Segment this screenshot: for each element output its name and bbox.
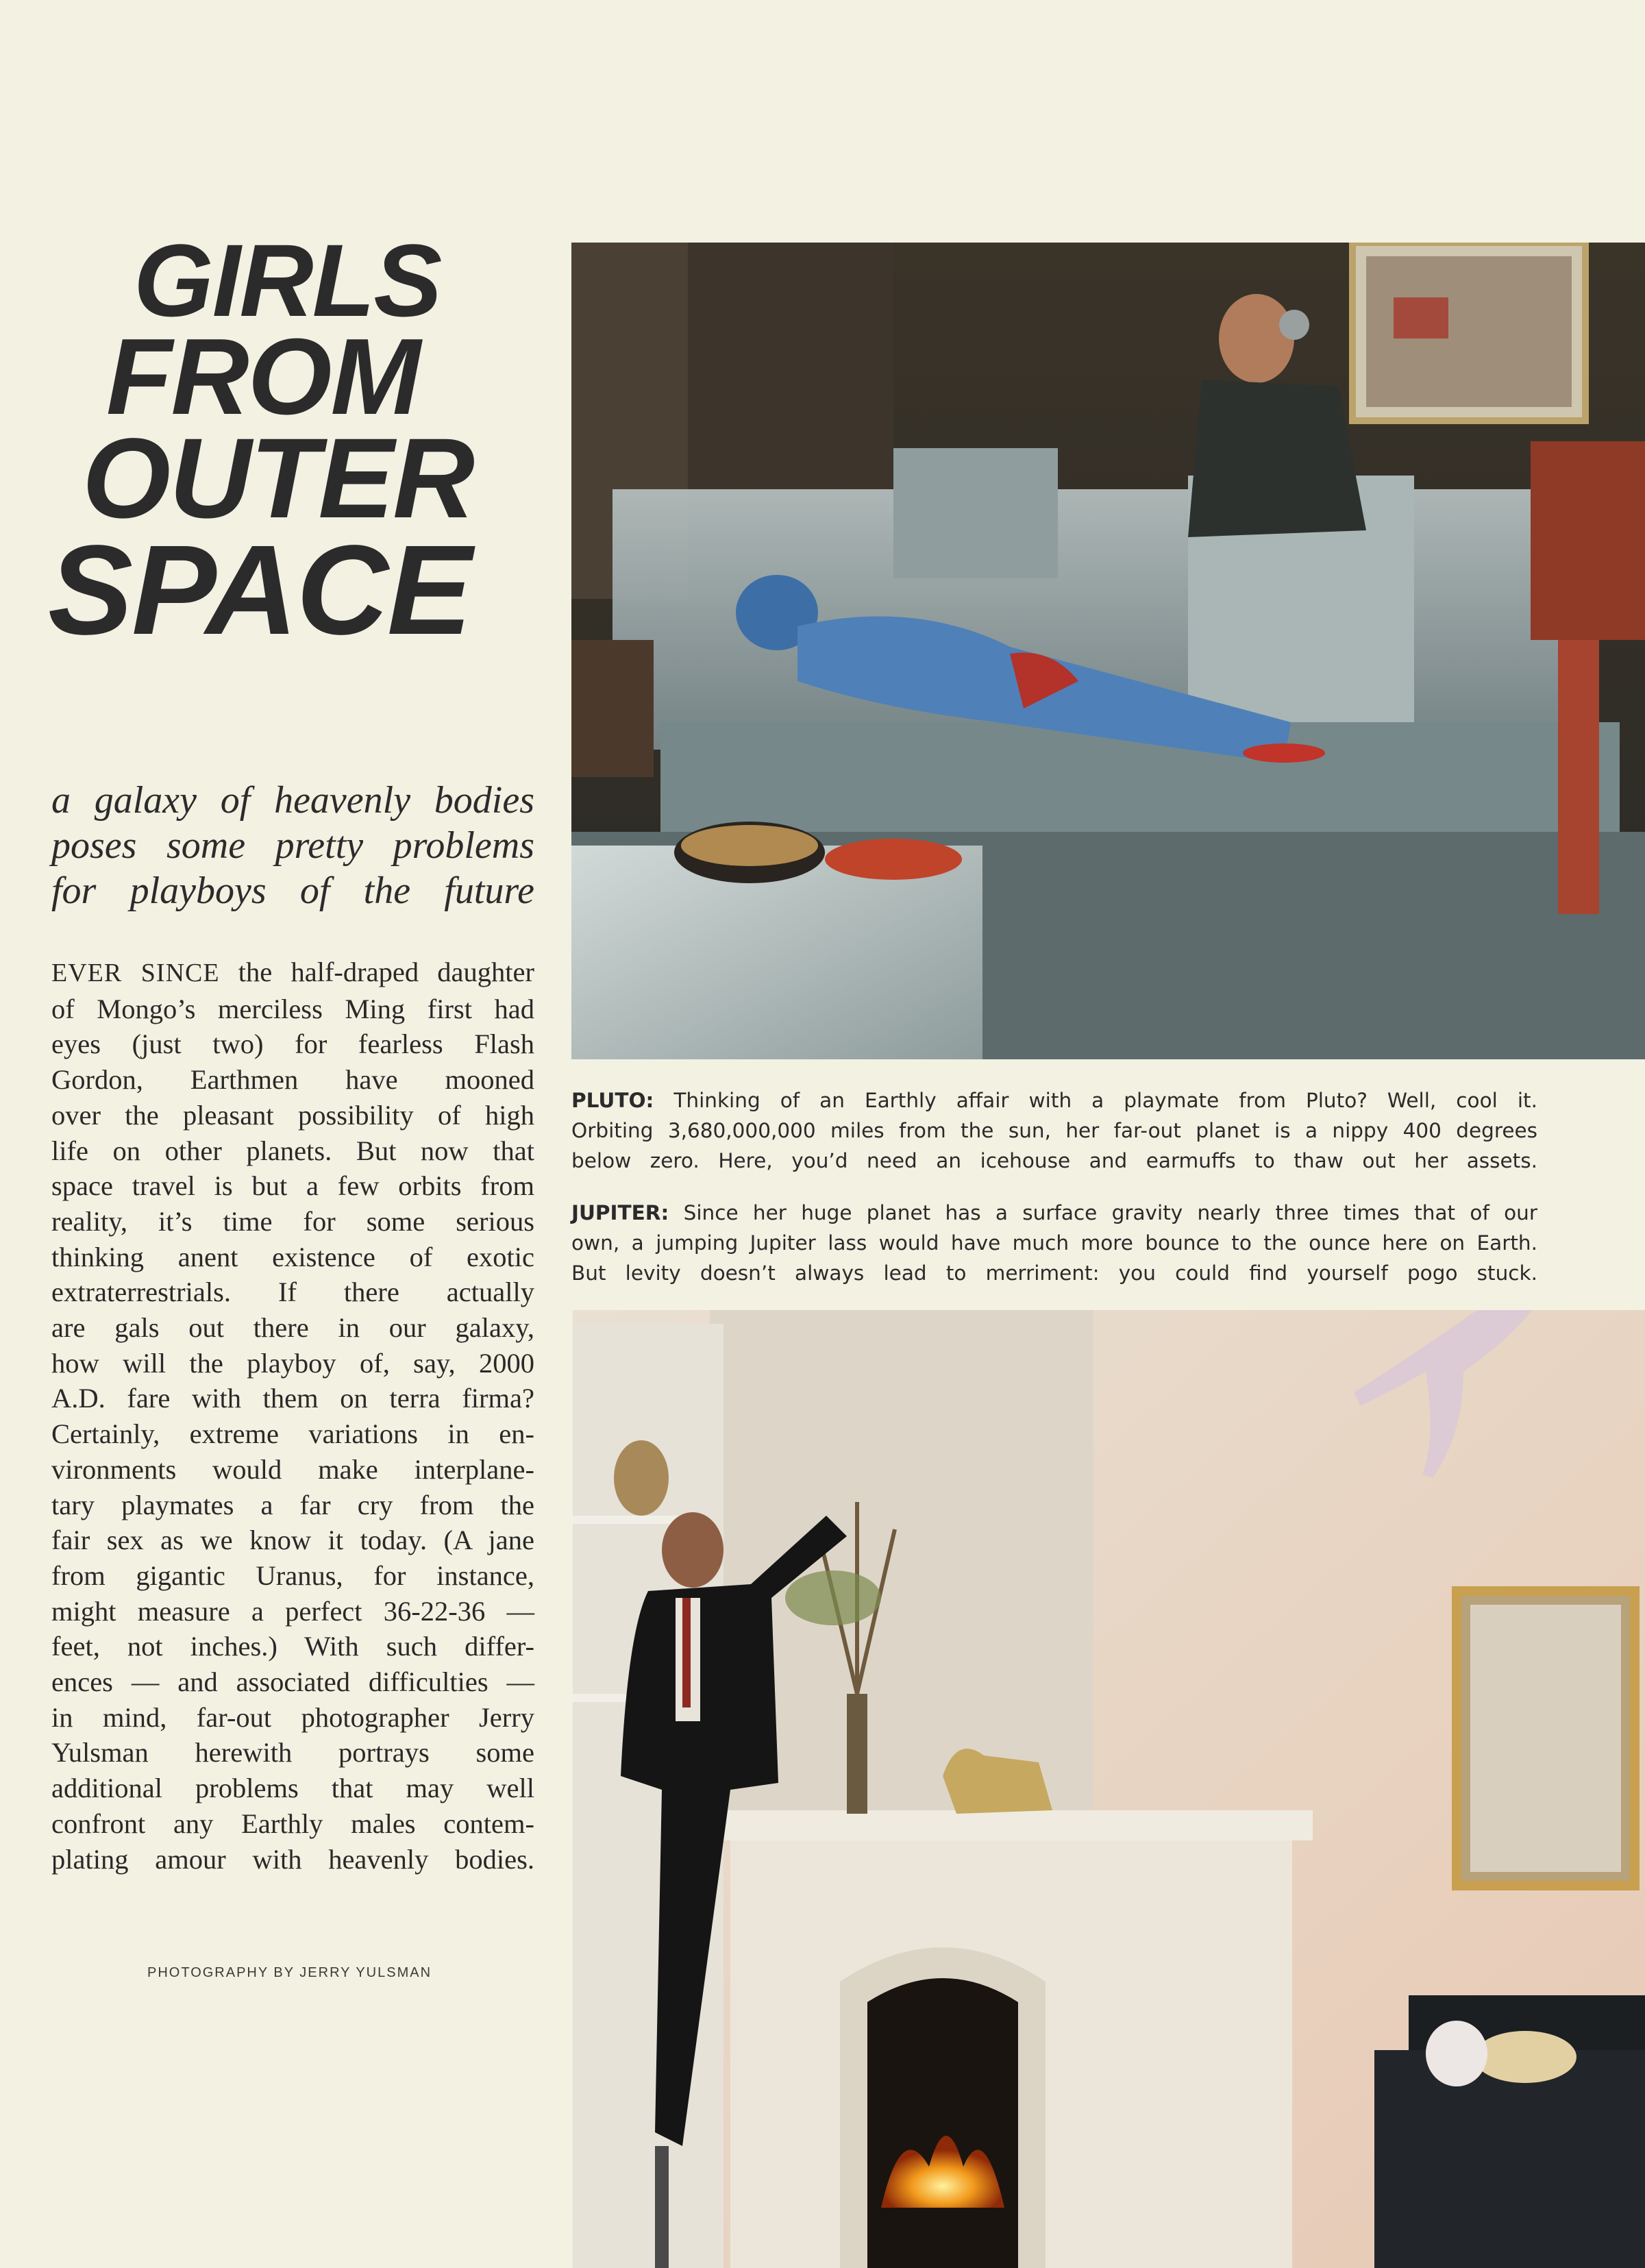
caption-lead: PLUTO: xyxy=(571,1089,654,1112)
pluto-photo xyxy=(571,243,1645,1059)
body-line: ences — and associated difficulties — xyxy=(51,1666,534,1698)
body-line: A.D. fare with them on terra firma? xyxy=(51,1383,534,1414)
caption-line: JUPITER: Since her huge planet has a surface gravity nearly three times that of our xyxy=(571,1201,1537,1224)
lead-in: EVER SINCE xyxy=(51,959,220,987)
body-line: reality, it’s time for some serious xyxy=(51,1205,534,1237)
body-line: of Mongo’s merciless Ming first had xyxy=(51,993,534,1024)
subtitle-line: for playboys of the future xyxy=(51,870,534,912)
jupiter-caption xyxy=(571,1198,1537,1288)
jupiter-photo xyxy=(573,1310,1645,2268)
body-line: might measure a perfect 36-22-36 — xyxy=(51,1595,534,1627)
body-line: are gals out there in our galaxy, xyxy=(51,1312,534,1344)
caption-line: Orbiting 3,680,000,000 miles from the sun, her far-out planet is a nippy 400 degrees xyxy=(571,1119,1537,1142)
body-line: from gigantic Uranus, for instance, xyxy=(51,1560,534,1591)
body-line: tary playmates a far cry from the xyxy=(51,1489,534,1520)
caption-lead: JUPITER: xyxy=(571,1201,669,1224)
subtitle-line: a galaxy of heavenly bodies xyxy=(51,779,534,822)
body-line: in mind, far-out photographer Jerry xyxy=(51,1701,534,1733)
body-line: extraterrestrials. If there actually xyxy=(51,1277,534,1308)
pluto-caption xyxy=(571,1085,1537,1176)
body-line: eyes (just two) for fearless Flash xyxy=(51,1028,534,1060)
photo-credit: PHOTOGRAPHY BY JERRY YULSMAN xyxy=(147,1965,432,1980)
body-line: additional problems that may well xyxy=(51,1773,534,1804)
title-line: FROM xyxy=(106,317,420,437)
body-line: feet, not inches.) With such differ- xyxy=(51,1631,534,1662)
body-line: space travel is but a few orbits from xyxy=(51,1170,534,1202)
jupiter-photo-illustration xyxy=(573,1310,1645,2268)
body-line: thinking anent existence of exotic xyxy=(51,1241,534,1272)
body-line: Yulsman herewith portrays some xyxy=(51,1737,534,1768)
article-title xyxy=(48,223,541,662)
caption-line: own, a jumping Jupiter lass would have much more bounce to the ounce here on Earth. xyxy=(571,1231,1537,1255)
caption-line: But levity doesn’t always lead to merriment: you could find yourself pogo stuck. xyxy=(571,1261,1537,1285)
body-line: Certainly, extreme variations in en- xyxy=(51,1418,534,1450)
title-line: SPACE xyxy=(48,519,471,662)
body-line: Gordon, Earthmen have mooned xyxy=(51,1064,534,1096)
body-line: how will the playboy of, say, 2000 xyxy=(51,1347,534,1379)
body-line: EVER SINCE the half-draped daughter xyxy=(51,957,534,987)
title-line: GIRLS xyxy=(134,223,441,338)
body-line: vironments would make interplane- xyxy=(51,1453,534,1485)
caption-line: PLUTO: Thinking of an Earthly affair with a playmate from Pluto? Well, cool it. xyxy=(571,1089,1537,1112)
article-subtitle xyxy=(51,778,534,913)
body-line: plating amour with heavenly bodies. xyxy=(51,1843,534,1875)
caption-line: below zero. Here, you’d need an icehouse and earmuffs to thaw out her assets. xyxy=(571,1149,1537,1172)
body-line: fair sex as we know it today. (A jane xyxy=(51,1525,534,1556)
body-line: life on other planets. But now that xyxy=(51,1135,534,1166)
title-line: OUTER xyxy=(82,415,473,543)
body-line: confront any Earthly males contem- xyxy=(51,1808,534,1839)
pluto-photo-illustration xyxy=(571,243,1645,1059)
body-line: over the pleasant possibility of high xyxy=(51,1099,534,1131)
subtitle-line: poses some pretty problems xyxy=(51,824,534,867)
article-body xyxy=(51,954,534,1877)
